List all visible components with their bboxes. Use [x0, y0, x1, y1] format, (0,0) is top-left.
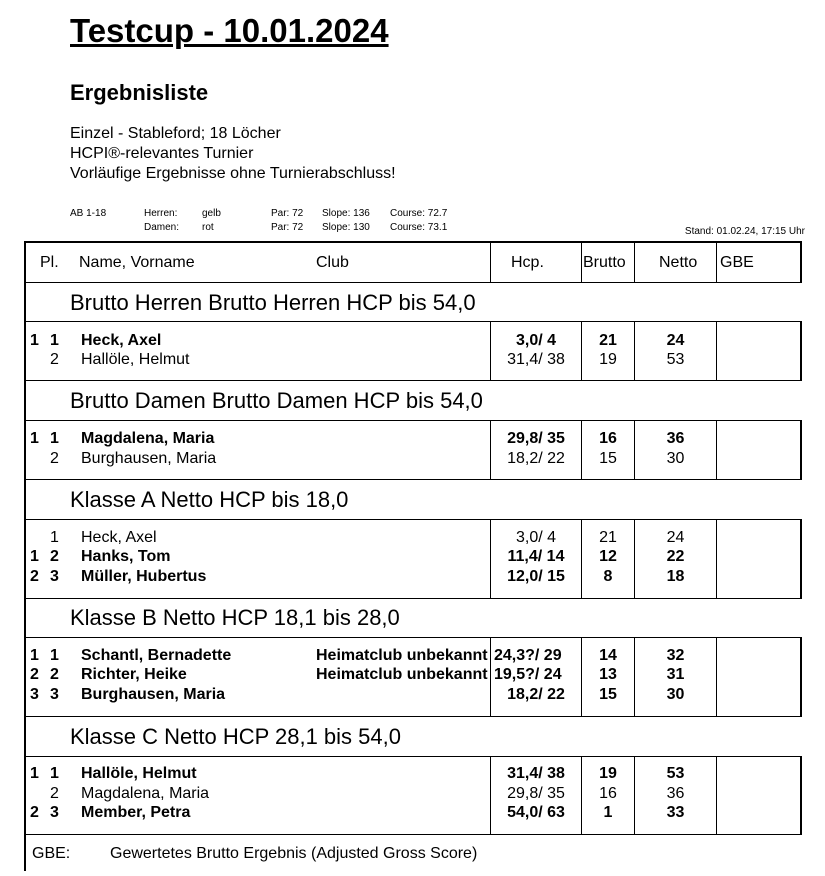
- tee-herren-slope: Slope: 136: [322, 208, 370, 219]
- hcp-value: 29,8/ 35: [507, 785, 565, 802]
- brutto-value: 13: [599, 666, 617, 683]
- info-line: Vorläufige Ergebnisse ohne Turnierabschluss!: [70, 165, 396, 182]
- brutto-value: 1: [603, 804, 613, 821]
- position: 2: [50, 351, 59, 368]
- hcp-value: 11,4/ 14: [507, 548, 565, 565]
- place: 1: [30, 332, 39, 349]
- tee-damen-label: Damen:: [144, 222, 180, 233]
- info-line: HCPI®-relevantes Turnier: [70, 145, 254, 162]
- hcp-value: 3,0/ 4: [515, 332, 557, 349]
- position: 2: [50, 548, 59, 565]
- position: 3: [50, 804, 59, 821]
- netto-value: 18: [666, 568, 685, 585]
- netto-value: 53: [666, 351, 685, 368]
- position: 1: [50, 430, 59, 447]
- position: 3: [50, 568, 59, 585]
- section-title: Klasse C Netto HCP 28,1 bis 54,0: [70, 724, 401, 749]
- position: 2: [50, 450, 59, 467]
- club-name: Heimatclub unbekannt: [316, 647, 488, 664]
- netto-value: 30: [666, 686, 685, 703]
- section-title: Klasse B Netto HCP 18,1 bis 28,0: [70, 605, 400, 630]
- player-name: Burghausen, Maria: [81, 686, 226, 703]
- brutto-value: 16: [599, 430, 617, 447]
- row-divider: [26, 637, 800, 638]
- hcp-value: 3,0/ 4: [515, 529, 557, 546]
- hcp-value: 54,0/ 63: [507, 804, 565, 821]
- hcp-value: 24,3?/ 29: [494, 647, 562, 664]
- hcp-value: 31,4/ 38: [507, 351, 565, 368]
- netto-value: 36: [666, 430, 685, 447]
- page-title: Testcup - 10.01.2024: [70, 12, 389, 49]
- player-name: Heck, Axel: [81, 332, 162, 349]
- place: 1: [30, 647, 39, 664]
- col-divider: [490, 243, 491, 871]
- place: 1: [30, 548, 39, 565]
- info-line: Einzel - Stableford; 18 Löcher: [70, 125, 281, 142]
- place: 1: [30, 765, 39, 782]
- hcp-value: 31,4/ 38: [507, 765, 565, 782]
- tee-herren-color: gelb: [202, 208, 221, 219]
- netto-value: 24: [666, 529, 685, 546]
- netto-value: 24: [666, 332, 685, 349]
- hcp-value: 18,2/ 22: [507, 686, 565, 703]
- col-divider: [716, 243, 717, 871]
- brutto-value: 8: [603, 568, 613, 585]
- tee-damen-course: Course: 73.1: [390, 222, 448, 233]
- header-name: Name, Vorname: [79, 254, 195, 271]
- row-divider: [26, 519, 800, 520]
- section-title: Klasse A Netto HCP bis 18,0: [70, 487, 349, 512]
- position: 1: [50, 647, 59, 664]
- player-name: Richter, Heike: [81, 666, 187, 683]
- netto-value: 36: [666, 785, 685, 802]
- header-brutto: Brutto: [583, 254, 626, 271]
- player-name: Schantl, Bernadette: [81, 647, 232, 664]
- brutto-value: 21: [599, 529, 617, 546]
- brutto-value: 15: [599, 450, 617, 467]
- position: 2: [50, 666, 59, 683]
- player-name: Hanks, Tom: [81, 548, 171, 565]
- netto-value: 33: [666, 804, 685, 821]
- round-info: AB 1-18: [70, 208, 107, 219]
- tee-herren-course: Course: 72.7: [390, 208, 448, 219]
- hcp-value: 18,2/ 22: [507, 450, 565, 467]
- position: 3: [50, 686, 59, 703]
- netto-value: 22: [666, 548, 685, 565]
- player-name: Magdalena, Maria: [81, 785, 210, 802]
- club-name: Heimatclub unbekannt: [316, 666, 488, 683]
- tee-damen-par: Par: 72: [271, 222, 304, 233]
- brutto-value: 16: [599, 785, 617, 802]
- player-name: Müller, Hubertus: [81, 568, 207, 585]
- hcp-value: 29,8/ 35: [507, 430, 565, 447]
- netto-value: 32: [666, 647, 685, 664]
- header-club: Club: [316, 254, 349, 271]
- place: 2: [30, 804, 39, 821]
- section-title: Brutto Herren Brutto Herren HCP bis 54,0: [70, 290, 476, 315]
- results-table: [24, 241, 802, 871]
- stand-timestamp: Stand: 01.02.24, 17:15 Uhr: [684, 226, 805, 237]
- row-divider: [26, 420, 800, 421]
- player-name: Heck, Axel: [81, 529, 157, 546]
- player-name: Hallöle, Helmut: [81, 351, 190, 368]
- brutto-value: 14: [599, 647, 617, 664]
- tee-damen-color: rot: [202, 222, 214, 233]
- brutto-value: 15: [599, 686, 617, 703]
- brutto-value: 19: [599, 351, 617, 368]
- place: 2: [30, 568, 39, 585]
- position: 1: [50, 332, 59, 349]
- netto-value: 53: [666, 765, 685, 782]
- page-subtitle: Ergebnisliste: [70, 80, 209, 105]
- row-divider: [26, 321, 800, 322]
- netto-value: 31: [666, 666, 685, 683]
- hcp-value: 19,5?/ 24: [494, 666, 562, 683]
- position: 1: [50, 529, 59, 546]
- header-gbe: GBE: [720, 254, 754, 271]
- player-name: Hallöle, Helmut: [81, 765, 197, 782]
- header-hcp: Hcp.: [511, 254, 544, 271]
- section-title: Brutto Damen Brutto Damen HCP bis 54,0: [70, 388, 483, 413]
- header-netto: Netto: [659, 254, 698, 271]
- brutto-value: 12: [599, 548, 617, 565]
- position: 1: [50, 765, 59, 782]
- footer-label: GBE:: [32, 845, 71, 862]
- player-name: Magdalena, Maria: [81, 430, 215, 447]
- brutto-value: 19: [599, 765, 617, 782]
- place: 2: [30, 666, 39, 683]
- place: 3: [30, 686, 39, 703]
- position: 2: [50, 785, 59, 802]
- brutto-value: 21: [599, 332, 617, 349]
- netto-value: 30: [666, 450, 685, 467]
- header-pl: Pl.: [40, 254, 59, 271]
- tee-damen-slope: Slope: 130: [322, 222, 370, 233]
- place: 1: [30, 430, 39, 447]
- row-divider: [26, 756, 800, 757]
- player-name: Member, Petra: [81, 804, 191, 821]
- tee-herren-par: Par: 72: [271, 208, 304, 219]
- hcp-value: 12,0/ 15: [507, 568, 565, 585]
- tee-herren-label: Herren:: [144, 208, 178, 219]
- player-name: Burghausen, Maria: [81, 450, 217, 467]
- footer-text: Gewertetes Brutto Ergebnis (Adjusted Gross Score): [110, 845, 478, 862]
